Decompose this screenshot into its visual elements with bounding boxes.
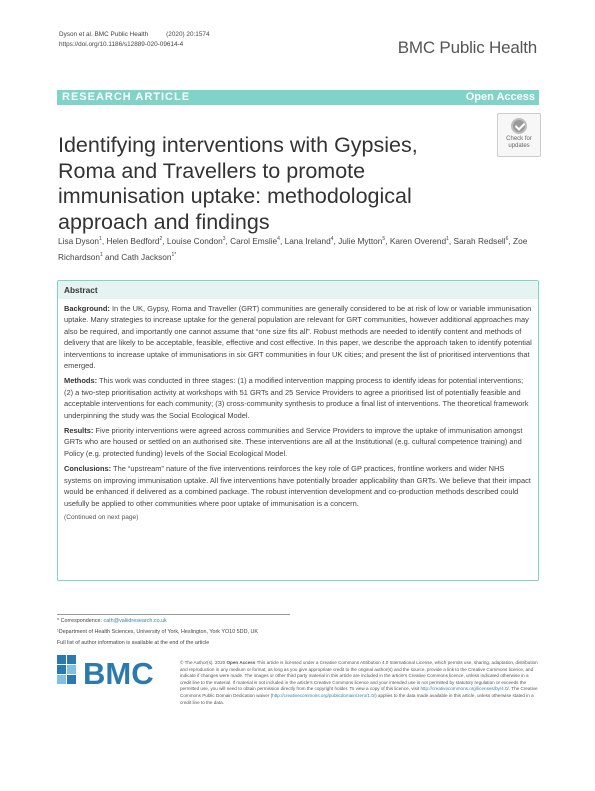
journal-citation: Dyson et al. BMC Public Health [59, 31, 149, 38]
logo-text: BMC [83, 656, 154, 691]
section-text: This work was conducted in three stages: (1) a modified intervention mapping process to identify ideas for potential interventions; (2) a two-step prioritisation activity at workshops with 51 GRTs and 25 Service Providers to agree a prioritised list of potentially feasible and acceptable interventions for each community; (3) cross-community synthesis to produce a final list of interventions. The theoretical framework underpinning the study was the Social Ecological Model. [64, 376, 529, 420]
logo-square-4 [67, 665, 76, 674]
section-label: Results: [64, 426, 94, 436]
bmc-logo [57, 652, 167, 697]
license-body-1: This article is licensed under a Creative Commons Attribution 4.0 International License, which permits use, sharing, adaptation, distribution and reproduction in any medium or format, as long as you give appropriate credit to the original author(s) and the source, provide a link to the Creative Commons licence, and indicate if changes were made. The images or other third party material in this article are included in the article's Creative Commons licence, unless indicated otherwise in a credit line to the material. If material is not included in the article's Creative Commons licence and your intended use is not permitted by statutory regulation or exceeds the permitted use, you will need to obtain permission directly from the copyright holder. To view a copy of this licence, visit [180, 660, 538, 692]
section-text: Five priority interventions were agreed across communities and Service Providers to improve the uptake of immunisation amongst GRTs who are housed or settled on an authorised site. These interventions are all at the Institutional (e.g. cultural competence training) and Policy (e.g. protected funding) levels of the Social Ecological Model. [64, 426, 523, 458]
section-label: Background: [64, 304, 110, 313]
open-access-inline: Open Access [226, 660, 256, 665]
cc-by-link[interactable]: http://creativecommons.org/licenses/by/4.0/ [420, 686, 509, 692]
abstract-background [64, 303, 532, 371]
badge-line-1: Check for [506, 136, 532, 142]
journal-brand: BMC Public Health [397, 38, 537, 57]
footnote-divider [57, 614, 290, 615]
correspondence-email[interactable]: cath@valiidresearch.co.uk [103, 618, 167, 624]
full-author-info-note: Full list of author information is available at the end of the article [57, 640, 210, 646]
author-name[interactable]: Lana Ireland [284, 235, 331, 246]
article-title: Identifying interventions with Gypsies, Roma and Travellers to promote immunisation uptake: methodological approach and findings [58, 133, 418, 234]
author-affiliation-mark: 6 [505, 236, 509, 242]
copyright: © The Author(s). 2020 [180, 660, 226, 665]
author-affiliation-mark: 4 [330, 236, 334, 242]
abstract-box [57, 280, 539, 581]
abstract-results [64, 425, 532, 459]
author-list: Lisa Dyson$^1$, Helen Bedford$^2$, Louise Condon$^3$, Carol Emslie$^4$, Lana Ireland$^4$, Julie Mytton$^5$, Karen Overend$^1$, Sarah Redsell$^6$, Zoe Richardson$^1$ and Cath Jackson$^{1*}$ [58, 235, 528, 262]
abstract-conclusions [64, 463, 532, 509]
author-affiliation-mark: 1 [99, 251, 103, 258]
logo-square-1 [57, 655, 66, 664]
section-label: Conclusions: [64, 464, 112, 474]
check-for-updates-badge[interactable] [497, 113, 541, 157]
author-affiliation-mark: 1* [171, 251, 177, 258]
author-name[interactable]: Julie Mytton [338, 235, 383, 246]
section-text: In the UK, Gypsy, Roma and Traveller (GRT) communities are generally considered to be at risk of low or variable immunisation uptake. Many strategies to increase uptake for the general population are relevant for GRT communities, however additional approaches may also be required, and importantly one cannot assume that “one size fits all”. Robust methods are needed to identify content and methods of delivery that are likely to be acceptable, feasible, effective and cost effective. In this paper, we describe the approach taken to identify potential interventions to increase uptake of immunisations in six GRT communities in four UK cities; and present the list of prioritised interventions that emerged. [64, 304, 532, 371]
running-header [59, 30, 210, 50]
doi-link[interactable]: https://doi.org/10.1186/s12889-020-09614-4 [59, 41, 184, 48]
author-name[interactable]: Carol Emslie [230, 235, 278, 246]
author-affiliation-mark: 1 [446, 236, 449, 242]
author-affiliation-mark: 2 [159, 236, 163, 242]
check-icon [511, 118, 527, 134]
license-text [180, 660, 540, 706]
article-type-banner [57, 90, 539, 105]
author-name[interactable]: Lisa Dyson [58, 235, 100, 246]
continued-note: (Continued on next page) [64, 513, 139, 521]
year-volume: (2020) 20:1574 [166, 31, 210, 38]
author-name[interactable]: Helen Bedford [106, 235, 160, 246]
author-name[interactable]: Sarah Redsell [453, 235, 506, 246]
logo-square-3 [57, 665, 66, 674]
footnotes [57, 617, 297, 650]
logo-square-5 [57, 675, 66, 684]
author-name[interactable]: Karen Overend [389, 235, 447, 246]
license-body-3: ) applies to the data made available in this article, unless otherwise stated in a credit line to the data. [180, 692, 534, 705]
license-body-2: . The Creative Commons Public Domain Dedication waiver ( [180, 686, 538, 698]
badge-line-2: updates [508, 143, 530, 149]
affiliation-note: ¹Department of Health Sciences, University of York, Heslington, York YO10 5DD, UK [57, 629, 258, 635]
logo-square-6 [67, 675, 76, 684]
author-affiliation-mark: 4 [277, 236, 280, 242]
author-affiliation-mark: 1 [99, 236, 102, 242]
article-type-label: RESEARCH ARTICLE [62, 91, 191, 103]
author-affiliation-mark: 5 [382, 236, 386, 242]
cc0-link[interactable]: http://creativecommons.org/publicdomain/zero/1.0/ [272, 692, 376, 698]
author-name[interactable]: Zoe Richardson [58, 235, 528, 262]
open-access-label: Open Access [465, 91, 535, 103]
section-text: The “upstream” nature of the five interventions reinforces the key role of GP practices, frontline workers and wider NHS systems on improving immunisation uptake. All five interventions have potentially broader applicability than GRTs. We believe that their impact would be enhanced if delivered as a combined package. The robust intervention development and co-production methods described could usefully be applied to other communities where poor uptake of immunisation is a concern. [64, 464, 531, 508]
correspondence-label: * Correspondence: [57, 618, 102, 624]
abstract-heading: Abstract [58, 281, 538, 299]
section-label: Methods: [64, 376, 98, 386]
author-name[interactable]: Cath Jackson [121, 251, 172, 262]
author-affiliation-mark: 3 [222, 236, 226, 242]
logo-square-2 [67, 655, 76, 664]
abstract-methods [64, 375, 532, 421]
author-name[interactable]: Louise Condon [166, 235, 223, 246]
